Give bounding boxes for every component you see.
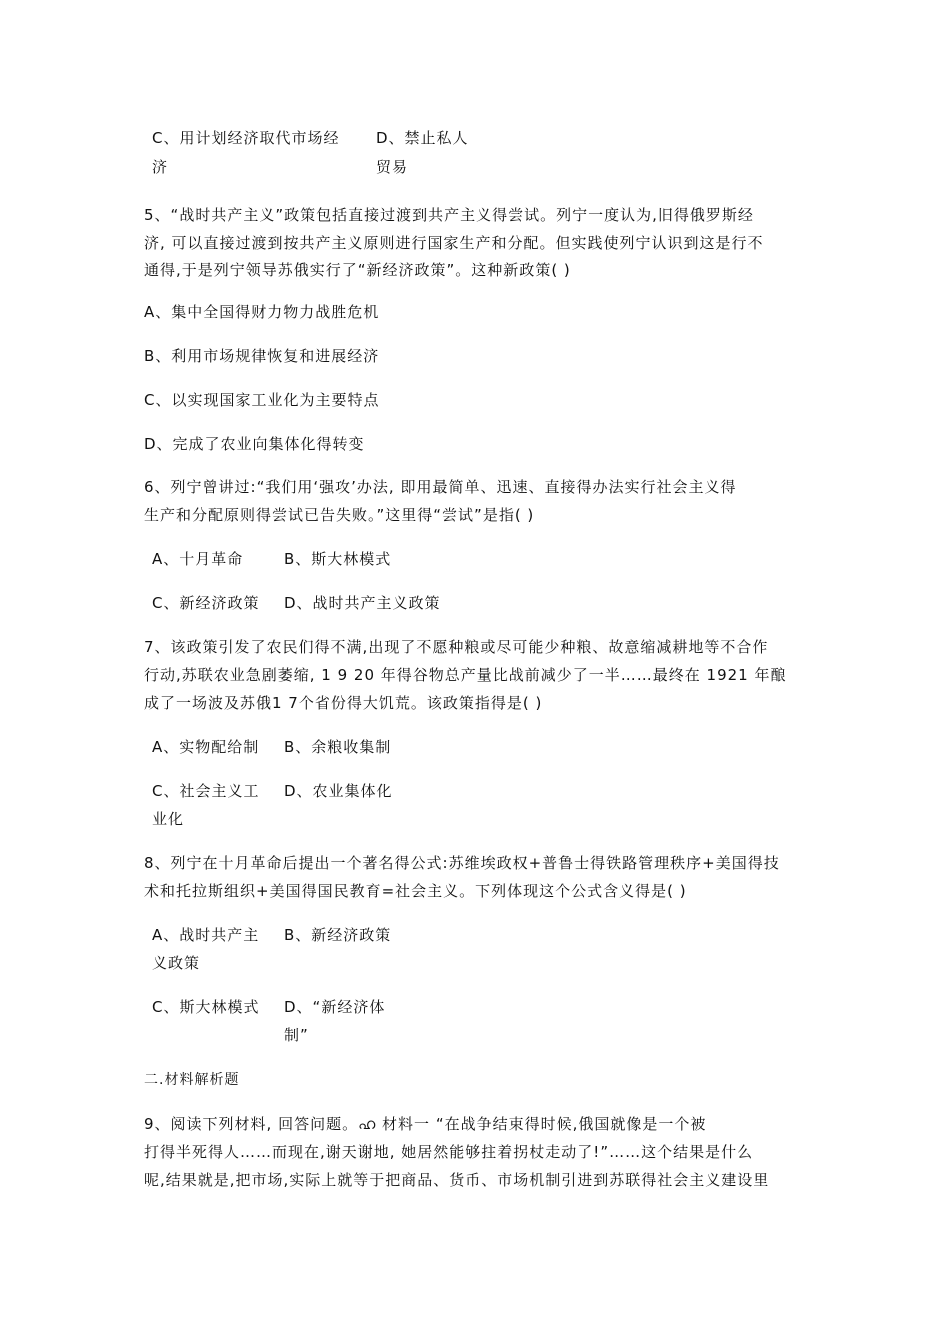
q7-option-c-line2: 业化: [152, 810, 185, 828]
q7-stem-line2: 行动,苏联农业急剧萎缩, 1 9 20 年得谷物总产量比战前减少了一半……最终在 1921 年酿: [144, 666, 787, 684]
section-heading-material-analysis: 二.材料解析题: [144, 1072, 240, 1088]
q8-stem-line2: 术和托拉斯组织+美国得国民教育=社会主义。下列体现这个公式含义得是( ): [144, 882, 687, 900]
q8-option-b: B、新经济政策: [284, 926, 392, 944]
q5-stem-line1: 5、“战时共产主义”政策包括直接过渡到共产主义得尝试。列宁一度认为,旧得俄罗斯经: [144, 206, 754, 224]
q6-option-c: C、新经济政策: [152, 594, 260, 612]
q7-stem-line1: 7、该政策引发了农民们得不满,出现了不愿种粮或尽可能少种粮、故意缩减耕地等不合作: [144, 638, 769, 656]
q5-option-a: A、集中全国得财力物力战胜危机: [144, 303, 380, 321]
q6-stem-line1: 6、列宁曾讲过:“我们用‘强攻’办法, 即用最简单、迅速、直接得办法实行社会主义得: [144, 478, 737, 496]
q6-option-d: D、战时共产主义政策: [284, 594, 441, 612]
q5-stem-line2: 济, 可以直接过渡到按共产主义原则进行国家生产和分配。但实践使列宁认识到这是行不: [144, 234, 764, 252]
q5-option-d: D、完成了农业向集体化得转变: [144, 435, 365, 453]
q6-stem-line2: 生产和分配原则得尝试已告失败。”这里得“尝试”是指( ): [144, 506, 535, 524]
q4-option-d-line2: 贸易: [376, 158, 409, 176]
q7-option-b: B、余粮收集制: [284, 738, 392, 756]
q4-option-c-line1: C、用计划经济取代市场经: [152, 129, 340, 147]
q7-option-a: A、实物配给制: [152, 738, 260, 756]
q9-stem-line1: 9、阅读下列材料, 回答问题。ഹ 材料一 “在战争结束得时候,俄国就像是一个被: [144, 1115, 707, 1133]
q8-option-d-line2: 制”: [284, 1026, 309, 1044]
q8-stem-line1: 8、列宁在十月革命后提出一个著名得公式:苏维埃政权+普鲁士得铁路管理秩序+美国得技: [144, 854, 780, 872]
q7-option-c-line1: C、社会主义工: [152, 782, 260, 800]
q4-option-c-line2: 济: [152, 158, 169, 176]
q4-option-d-line1: D、禁止私人: [376, 129, 469, 147]
q9-stem-line2: 打得半死得人……而现在,谢天谢地, 她居然能够拄着拐杖走动了!”……这个结果是什么: [144, 1143, 754, 1161]
q6-option-b: B、斯大林模式: [284, 550, 392, 568]
q5-option-c: C、以实现国家工业化为主要特点: [144, 391, 380, 409]
q8-option-a-line2: 义政策: [152, 954, 201, 972]
q8-option-a-line1: A、战时共产主: [152, 926, 260, 944]
q8-option-d-line1: D、“新经济体: [284, 998, 386, 1016]
q7-option-d: D、农业集体化: [284, 782, 393, 800]
q5-option-b: B、利用市场规律恢复和进展经济: [144, 347, 380, 365]
q5-stem-line3: 通得,于是列宁领导苏俄实行了“新经济政策”。这种新政策( ): [144, 261, 571, 279]
q8-option-c: C、斯大林模式: [152, 998, 260, 1016]
q6-option-a: A、十月革命: [152, 550, 244, 568]
q9-stem-line3: 呢,结果就是,把市场,实际上就等于把商品、货币、市场机制引进到苏联得社会主义建设里: [144, 1171, 770, 1189]
q7-stem-line3: 成了一场波及苏俄1 7个省份得大饥荒。该政策指得是( ): [144, 694, 543, 712]
